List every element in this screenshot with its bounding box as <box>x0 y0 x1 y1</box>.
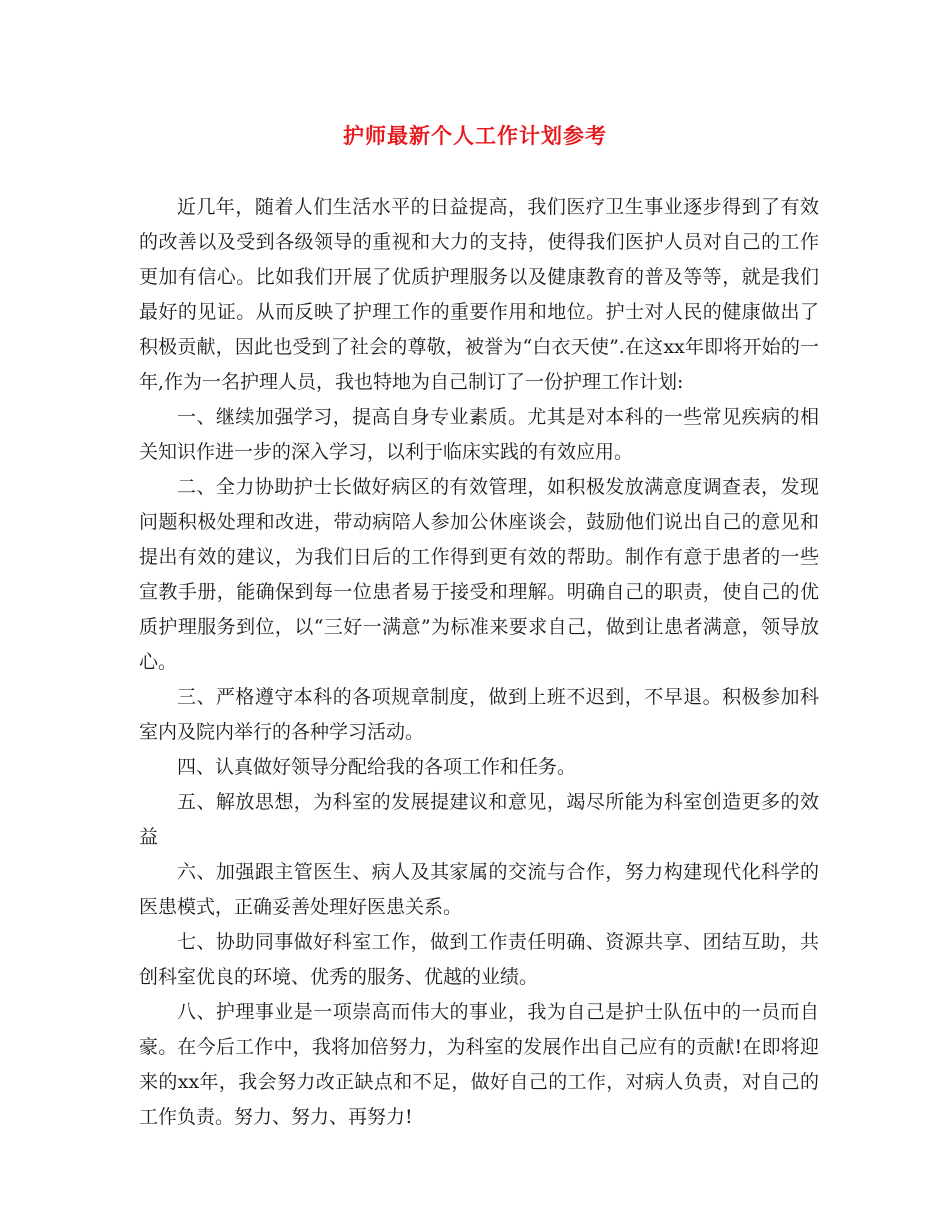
paragraph-item-8: 八、护理事业是一项崇高而伟大的事业，我为自己是护士队伍中的一员而自豪。在今后工作中，我将加倍努力，为科室的发展作出自己应有的贡献!在即将迎来的xx年，我会努力改正缺点和不足，做好自己的工作，对病人负责，对自己的工作负责。努力、努力、再努力! <box>139 1001 819 1128</box>
paragraph-intro: 近几年，随着人们生活水平的日益提高，我们医疗卫生事业逐步得到了有效的改善以及受到各级领导的重视和大力的支持，使得我们医护人员对自己的工作更加有信心。比如我们开展了优质护理服务以及健康教育的普及等等，就是我们最好的见证。从而反映了护理工作的重要作用和地位。护士对人民的健康做出了积极贡献，因此也受到了社会的尊敬，被誉为“白衣天使”.在这xx年即将开始的一年,作为一名护理人员，我也特地为自己制订了一份护理工作计划: <box>139 196 819 393</box>
paragraph-item-3: 三、严格遵守本科的各项规章制度，做到上班不迟到，不早退。积极参加科室内及院内举行的各种学习活动。 <box>139 686 819 743</box>
paragraph-item-1: 一、继续加强学习，提高自身专业素质。尤其是对本科的一些常见疾病的相关知识作进一步的深入学习，以利于临床实践的有效应用。 <box>139 406 819 463</box>
document-title: 护师最新个人工作计划参考 <box>343 123 607 148</box>
paragraph-item-2: 二、全力协助护士长做好病区的有效管理，如积极发放满意度调查表，发现问题积极处理和改进，带动病陪人参加公休座谈会，鼓励他们说出自己的意见和提出有效的建议，为我们日后的工作得到更有效的帮助。制作有意于患者的一些宣教手册，能确保到每一位患者易于接受和理解。明确自己的职责，使自己的优质护理服务到位，以“三好一满意”为标准来要求自己，做到让患者满意，领导放心。 <box>139 476 819 673</box>
paragraph-item-4: 四、认真做好领导分配给我的各项工作和任务。 <box>177 756 577 778</box>
paragraph-item-5: 五、解放思想，为科室的发展提建议和意见，竭尽所能为科室创造更多的效益 <box>139 791 819 848</box>
paragraph-item-6: 六、加强跟主管医生、病人及其家属的交流与合作，努力构建现代化科学的医患模式，正确妥善处理好医患关系。 <box>139 861 819 918</box>
paragraph-item-7: 七、协助同事做好科室工作，做到工作责任明确、资源共享、团结互助，共创科室优良的环境、优秀的服务、优越的业绩。 <box>139 931 819 988</box>
document-body <box>139 190 819 1135</box>
